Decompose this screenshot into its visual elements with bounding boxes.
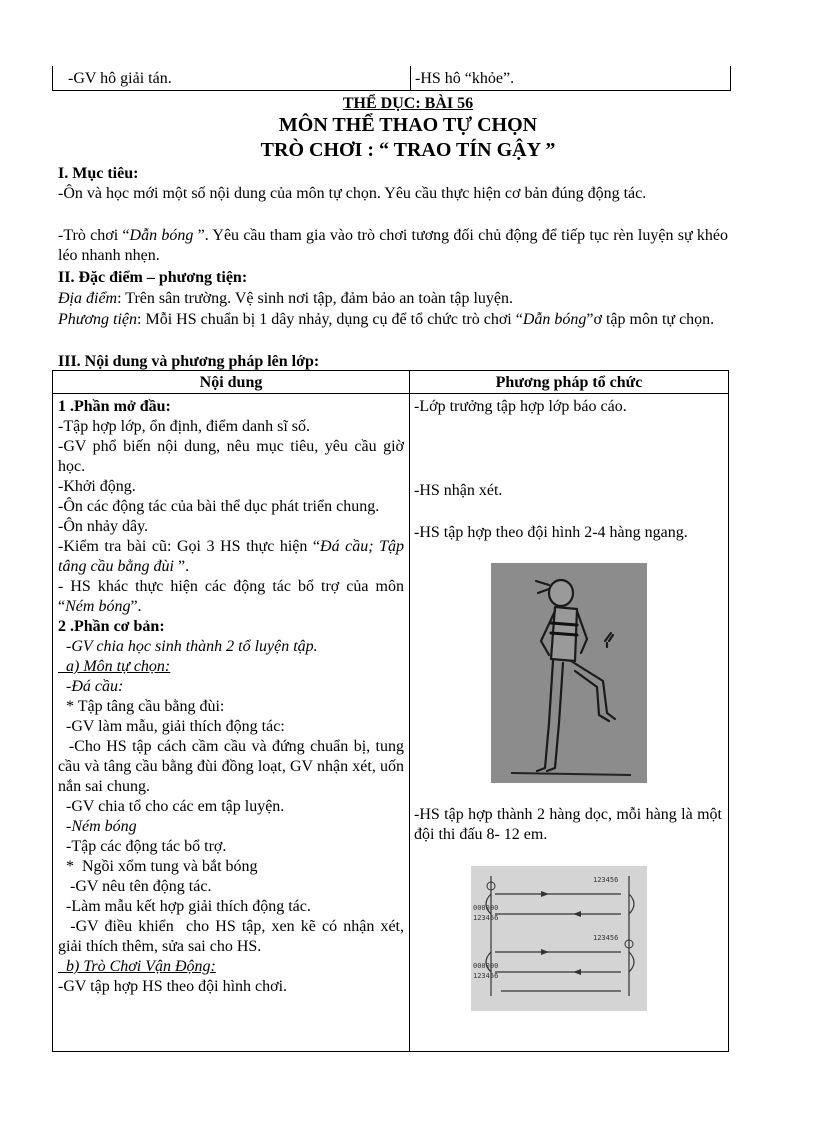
svg-text:123456: 123456	[473, 972, 499, 980]
subsection-a: a) Môn tự chọn:	[58, 658, 171, 675]
row-divider	[410, 66, 411, 90]
throw-text-a: - HS khác thực hiện các động tác bổ trợ của môn “	[58, 578, 404, 615]
method-line: -HS tập hợp thành 2 hàng dọc, mỗi hàng là một đội thi đấu 8- 12 em.	[414, 806, 722, 843]
title-line-2: TRÒ CHƠI : “ TRAO TÍN GẬY ”	[260, 139, 556, 161]
section-1-heading	[58, 164, 138, 184]
equipment-text-a: : Mỗi HS chuẩn bị 1 dây nhảy, dụng cụ để tổ chức trò chơi “	[137, 311, 523, 328]
content-line-throw	[58, 577, 404, 617]
section-3-heading: III. Nội dung và phương pháp lên lớp:	[58, 353, 320, 370]
content-line: -Cho HS tập cách cầm cầu và đứng chuẩn bị, tung cầu và tâng cầu bằng đùi đồng loạt, GV nhận xét, uốn nắn sai chung.	[58, 738, 408, 795]
review-text-b: ”.	[174, 558, 190, 575]
part-2-heading: 2 .Phần cơ bản:	[58, 618, 165, 635]
lesson-plan-table	[52, 370, 729, 1052]
header-method: Phương pháp tổ chức	[495, 374, 643, 391]
column-divider	[409, 371, 410, 1051]
relay-diagram-illustration	[471, 866, 647, 1011]
equipment-label: Phương tiện	[58, 311, 138, 328]
content-column	[58, 397, 409, 997]
objective-2-text-a: -Trò chơi “	[58, 227, 130, 244]
place-line	[58, 289, 728, 309]
part-1-heading: 1 .Phần mở đầu:	[58, 398, 171, 415]
content-line: -GV chia tổ cho các em tập luyện.	[58, 798, 285, 815]
throw-sport: Ném bóng	[65, 598, 131, 615]
content-line: * Tập tâng cầu bằng đùi:	[58, 698, 225, 715]
content-line: -GV nêu tên động tác.	[58, 878, 212, 895]
content-line: * Ngồi xổm tung và bắt bóng	[58, 858, 258, 875]
svg-text:000000: 000000	[473, 904, 499, 912]
method-line: -HS tập hợp theo đội hình 2-4 hàng ngang.	[414, 524, 688, 541]
subsection-b: b) Trò Chơi Vận Động:	[58, 958, 216, 975]
equipment-line	[58, 310, 728, 330]
content-line: -Tập hợp lớp, ổn định, điểm danh sĩ số.	[58, 418, 311, 435]
content-line: -GV chia học sinh thành 2 tổ luyện tập.	[58, 638, 318, 655]
section-1-heading-text: I. Mục tiêu:	[58, 165, 139, 182]
previous-lesson-row	[52, 66, 731, 91]
content-line: -GV làm mẫu, giải thích động tác:	[58, 718, 285, 735]
top-left-cell: -GV hô giải tán.	[68, 70, 172, 87]
svg-text:123456: 123456	[593, 876, 619, 884]
equipment-game-name: Dẫn bóng	[522, 311, 587, 328]
content-line: -GV tập hợp HS theo đội hình chơi.	[58, 978, 288, 995]
content-line: -Làm mẫu kết hợp giải thích động tác.	[58, 898, 311, 915]
throw-text-b: ”.	[130, 598, 142, 615]
header-divider	[53, 393, 728, 394]
method-line: -HS nhận xét.	[414, 482, 503, 499]
place-label: Địa điểm	[58, 290, 118, 307]
content-line: -Tập các động tác bổ trợ.	[58, 838, 227, 855]
content-line: -Khởi động.	[58, 478, 136, 495]
student-photo	[491, 563, 647, 783]
relay-formation-diagram	[471, 866, 647, 1011]
objective-2-text-b: ”. Yêu cầu tham gia vào trò chơi tương đối chủ động để tiếp tục rèn luyện sự khéo léo nhanh nhẹn.	[58, 227, 728, 264]
objective-2	[58, 226, 728, 266]
place-text: : Trên sân trường. Vệ sinh nơi tập, đảm bảo an toàn tập luyện.	[117, 290, 514, 307]
objective-2-game-name: Dẫn bóng	[129, 227, 194, 244]
review-text-a: -Kiểm tra bài cũ: Gọi 3 HS thực hiện “	[58, 538, 321, 555]
content-line: -GV điều khiển cho HS tập, xen kẽ có nhận xét, giải thích thêm, sửa sai cho HS.	[58, 918, 409, 955]
svg-text:000000: 000000	[473, 962, 499, 970]
svg-text:123456: 123456	[593, 934, 619, 942]
content-line: -Ôn nhảy dây.	[58, 518, 149, 535]
top-right-cell: -HS hô “khỏe”.	[415, 70, 515, 87]
content-line-review	[58, 537, 404, 577]
section-2-heading: II. Đặc điểm – phương tiện:	[58, 269, 248, 286]
method-line: -Lớp trưởng tập hợp lớp báo cáo.	[414, 398, 627, 415]
content-line: -Ném bóng	[58, 818, 137, 835]
lesson-title: THỂ DỤC: BÀI 56	[342, 95, 474, 112]
svg-text:123456: 123456	[473, 914, 499, 922]
header-content: Nội dung	[199, 374, 263, 391]
equipment-text-b: ”ơ tập môn tự chọn.	[586, 311, 715, 328]
content-line: -GV phổ biến nội dung, nêu mục tiêu, yêu cầu giờ học.	[58, 438, 404, 475]
content-line: -Đá cầu:	[58, 678, 124, 695]
title-line-1: MÔN THỂ THAO TỰ CHỌN	[278, 114, 538, 136]
review-exercises: Đá cầu; Tập tâng cầu bằng đùi	[58, 538, 404, 575]
knee-lift-illustration	[491, 563, 647, 783]
objective-1: -Ôn và học mới một số nội dung của môn tự chọn. Yêu cầu thực hiện cơ bản đúng động tác.	[58, 185, 647, 202]
content-line: -Ôn các động tác của bài thể dục phát triển chung.	[58, 498, 380, 515]
